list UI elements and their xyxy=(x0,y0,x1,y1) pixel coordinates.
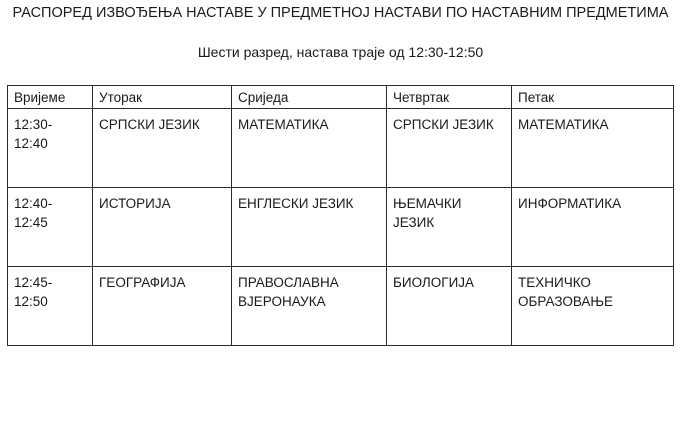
subject-cell: ГЕОГРАФИЈА xyxy=(93,267,232,346)
column-header-tuesday: Уторак xyxy=(93,86,232,109)
table-row xyxy=(8,109,674,188)
time-cell: 12:45- 12:50 xyxy=(8,267,93,346)
subject-cell: СРПСКИ ЈЕЗИК xyxy=(387,109,512,188)
table-row xyxy=(8,188,674,267)
column-header-wednesday: Сриједа xyxy=(232,86,387,109)
schedule-table xyxy=(7,85,674,346)
time-cell: 12:30- 12:40 xyxy=(8,109,93,188)
document-title: РАСПОРЕД ИЗВОЂЕЊА НАСТАВЕ У ПРЕДМЕТНОЈ НАСТАВИ ПО НАСТАВНИМ ПРЕДМЕТИМА xyxy=(12,5,669,21)
subject-cell: МАТЕМАТИКА xyxy=(232,109,387,188)
document-subtitle: Шести разред, настава траје од 12:30-12:50 xyxy=(197,44,484,60)
subject-cell: ТЕХНИЧКО ОБРАЗОВАЊЕ xyxy=(512,267,674,346)
subject-cell: МАТЕМАТИКА xyxy=(512,109,674,188)
table-row xyxy=(8,267,674,346)
subject-cell: ПРАВОСЛАВНА ВЈЕРОНАУКА xyxy=(232,267,387,346)
subject-cell: СРПСКИ ЈЕЗИК xyxy=(93,109,232,188)
subject-cell: ИСТОРИЈА xyxy=(93,188,232,267)
subject-cell: БИОЛОГИЈА xyxy=(387,267,512,346)
subject-cell: ИНФОРМАТИКА xyxy=(512,188,674,267)
time-cell: 12:40- 12:45 xyxy=(8,188,93,267)
table-header-row xyxy=(8,86,674,109)
subject-cell: ЊЕМАЧКИ ЈЕЗИК xyxy=(387,188,512,267)
subject-cell: ЕНГЛЕСКИ ЈЕЗИК xyxy=(232,188,387,267)
column-header-time: Вријеме xyxy=(8,86,93,109)
column-header-friday: Петак xyxy=(512,86,674,109)
column-header-thursday: Четвртак xyxy=(387,86,512,109)
